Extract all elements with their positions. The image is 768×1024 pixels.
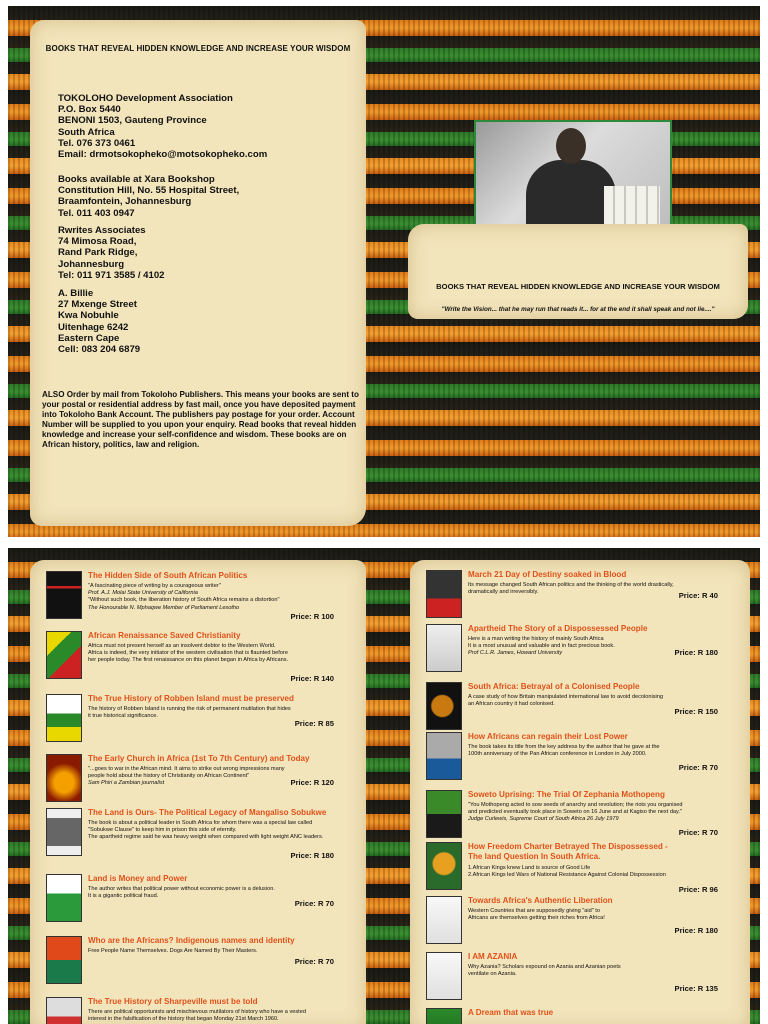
catalog-right-panel bbox=[410, 560, 750, 1024]
book-description bbox=[88, 643, 288, 665]
catalog-left-panel bbox=[30, 560, 366, 1024]
book-cover-image bbox=[426, 790, 462, 838]
book-title: South Africa: Betrayal of a Colonised People bbox=[468, 682, 640, 691]
book-price: Price: R 180 bbox=[674, 648, 718, 657]
book-title: How Africans can regain their Lost Power bbox=[468, 732, 628, 741]
book-description bbox=[88, 820, 323, 842]
address-line: Tel. 076 373 0461 bbox=[58, 137, 136, 149]
address-line: Tel. 011 403 0947 bbox=[58, 207, 135, 219]
book-description bbox=[468, 865, 666, 879]
desc-line: Its message changed South African politics and the thinking of the world drastically, bbox=[468, 582, 674, 588]
book-price: Price: R 40 bbox=[678, 591, 718, 600]
address-line: Uitenhage 6242 bbox=[58, 321, 129, 333]
desc-line: It is a gigantic political fraud. bbox=[88, 893, 159, 900]
desc-line: and predicted eventually took place in Soweto on 16 June and at Kagiso the next day." bbox=[468, 809, 682, 816]
book-description bbox=[88, 1009, 306, 1023]
cover-quote: "Write the Vision... that he may run that reads it... for at the end it shall speak and not lie...." bbox=[441, 306, 715, 313]
tagline: BOOKS THAT REVEAL HIDDEN KNOWLEDGE AND INCREASE YOUR WISDOM bbox=[45, 44, 351, 53]
desc-line: The author writes that political power without economic power is a delusion. bbox=[88, 886, 275, 892]
desc-line: Africa is indeed, the very initiator of the western civilisation that is flaunted before bbox=[88, 650, 288, 657]
book-cover-image bbox=[46, 631, 82, 679]
address-line: Eastern Cape bbox=[58, 332, 120, 344]
desc-line: Judge Curlewis, Supreme Court of South Africa 26 July 1979 bbox=[468, 816, 619, 823]
book-title: Soweto Uprising: The Trial Of Zephania Mothopeng bbox=[468, 790, 665, 799]
book-price: Price: R 70 bbox=[294, 957, 334, 966]
desc-line: 100th anniversary of the Pan African conference in London in July 2000. bbox=[468, 751, 647, 758]
book-title: How Freedom Charter Betrayed The Dispossessed - bbox=[468, 842, 668, 851]
address-billie bbox=[58, 288, 140, 355]
book-price: Price: R 150 bbox=[674, 707, 718, 716]
desc-line: "Sobukwe Clause" to keep him in prison this side of eternity. bbox=[88, 827, 237, 834]
book-price: Price: R 180 bbox=[290, 851, 334, 860]
book-price: Price: R 100 bbox=[290, 612, 334, 621]
desc-line: Africa must not present herself as an insolvent debtor to the Western World. bbox=[88, 643, 276, 649]
cover-tagline: BOOKS THAT REVEAL HIDDEN KNOWLEDGE AND INCREASE YOUR WISDOM bbox=[436, 282, 720, 291]
book-price: Price: R 180 bbox=[674, 926, 718, 935]
desc-line: Prof. A.J. Molai State University of California bbox=[88, 590, 198, 597]
book-title: The Land is Ours- The Political Legacy of Mangaliso Sobukwe bbox=[88, 808, 327, 817]
desc-line: The book takes its title from the key address by the author that he gave at the bbox=[468, 744, 660, 750]
book-title: African Renaissance Saved Christianity bbox=[88, 631, 241, 640]
desc-line: an African country it had colonised. bbox=[468, 701, 555, 708]
book-cover-image bbox=[46, 874, 82, 922]
desc-line: "You Mothopeng acted to sow seeds of anarchy and revolution; the riots you organised bbox=[468, 802, 683, 808]
book-description bbox=[88, 766, 285, 788]
book-title: March 21 Day of Destiny soaked in Blood bbox=[468, 570, 627, 579]
book-cover-image bbox=[426, 896, 462, 944]
address-line: Books available at Xara Bookshop bbox=[58, 174, 215, 185]
desc-line: The history of Robben Island is running the risk of permanent mutilation that hides bbox=[88, 706, 291, 712]
book-description bbox=[88, 706, 291, 720]
address-line: Cell: 083 204 6879 bbox=[58, 344, 141, 356]
book-title: Who are the Africans? Indigenous names and identity bbox=[88, 936, 295, 945]
book-description bbox=[468, 908, 605, 922]
desc-line: dramatically and irreversibly. bbox=[468, 589, 539, 596]
desc-line: interest in the falsification of the history that began Monday 21st March 1960. bbox=[88, 1016, 279, 1023]
book-price: Price: R 70 bbox=[294, 899, 334, 908]
book-cover-image bbox=[426, 842, 462, 890]
address-tokoloho bbox=[58, 93, 267, 160]
address-line: 27 Mxenge Street bbox=[58, 299, 137, 311]
book-price: Price: R 70 bbox=[678, 828, 718, 837]
desc-line: A case study of how Britain manipulated international law to avoid decolonising bbox=[468, 694, 663, 700]
book-title: Towards Africa's Authentic Liberation bbox=[468, 896, 613, 905]
book-cover-image bbox=[46, 997, 82, 1024]
book-description bbox=[468, 582, 674, 596]
book-description bbox=[88, 948, 258, 955]
desc-line: 1.African Kings knew Land is source of Good Life bbox=[468, 865, 591, 871]
book-cover-image bbox=[46, 694, 82, 742]
desc-line: Sam Phiri a Zambian journalist bbox=[88, 780, 165, 787]
book-cover-image bbox=[426, 732, 462, 780]
book-price: Price: R 70 bbox=[678, 763, 718, 772]
desc-line: it true historical significance. bbox=[88, 713, 158, 720]
book-title: The Early Church in Africa (1st To 7th Century) and Today bbox=[88, 754, 310, 763]
desc-line: The book is about a political leader in South Africa for whom there was a special law called bbox=[88, 820, 313, 826]
book-title: The Hidden Side of South African Politics bbox=[88, 571, 248, 580]
address-xara-bookshop bbox=[58, 174, 239, 219]
book-cover-image bbox=[46, 936, 82, 984]
address-line: 74 Mimosa Road, bbox=[58, 236, 137, 248]
book-cover-image bbox=[426, 682, 462, 730]
book-cover-image bbox=[46, 754, 82, 802]
desc-line: her people today. The first renaissance on this planet began in Africa by Africans. bbox=[88, 657, 289, 664]
address-line: Tel: 011 971 3585 / 4102 bbox=[58, 269, 165, 281]
book-title: Land is Money and Power bbox=[88, 874, 188, 883]
desc-line: Western Countries that are supposedly giving "aid" to bbox=[468, 908, 600, 914]
book-description bbox=[468, 636, 615, 658]
book-description bbox=[468, 744, 660, 758]
address-line: Constitution Hill, No. 55 Hospital Street, bbox=[58, 185, 240, 197]
address-line: South Africa bbox=[58, 126, 115, 138]
book-price: Price: R 96 bbox=[678, 885, 718, 894]
address-line: A. Billie bbox=[58, 288, 94, 299]
book-price: Price: R 140 bbox=[290, 674, 334, 683]
book-cover-image bbox=[426, 1008, 462, 1024]
desc-line: Free People Name Themselves. Dogs Are Named By Their Masters. bbox=[88, 948, 258, 954]
address-line: BENONI 1503, Gauteng Province bbox=[58, 115, 207, 127]
book-title: The True History of Robben Island must be preserved bbox=[88, 694, 294, 703]
desc-line: Africans are themselves getting their riches from Africa! bbox=[468, 915, 605, 922]
address-line: Rwrites Associates bbox=[58, 225, 146, 236]
desc-line: The Honourable N. Mphaqwe Member of Parliament Lesotho bbox=[88, 604, 240, 611]
order-note: ALSO Order by mail from Tokoloho Publishers. This means your books are sent to your postal or residential address by fast mail, once you have deposited payment into Tokoloho Bank Account. The publishers pay postage for your order. Account Number will be supplied to you upon your enquiry. Read books that reveal hidden knowledge and increase your self-confidence and wisdom. These books are on African history, politics, law and religion. bbox=[42, 390, 359, 449]
book-description bbox=[88, 583, 279, 612]
email-line: Email: drmotsokopheko@motsokopheko.com bbox=[58, 149, 268, 161]
book-cover-image bbox=[46, 808, 82, 856]
book-title: I AM AZANIA bbox=[468, 952, 518, 961]
book-price: Price: R 120 bbox=[290, 778, 334, 787]
desc-line: "Without such book, the liberation history of South Africa remains a distortion" bbox=[88, 597, 280, 604]
desc-line: There are political opportunists and mischievous mutilators of history who have a vested bbox=[88, 1009, 306, 1015]
contact-panel bbox=[30, 20, 366, 526]
desc-line: The apartheid regime said he was heavy weight when compared with light weight ANC leaders. bbox=[88, 834, 324, 841]
book-description bbox=[88, 886, 275, 900]
book-price: Price: R 135 bbox=[674, 984, 718, 993]
address-line: Johannesburg bbox=[58, 258, 125, 270]
book-price: Price: R 85 bbox=[294, 719, 334, 728]
address-line: Braamfontein, Johannesburg bbox=[58, 196, 192, 208]
cover-banner bbox=[408, 224, 748, 319]
desc-line: 2.African Kings led Wars of National Resistance Against Colonial Dispossession bbox=[468, 872, 666, 879]
brochure-outside-sheet bbox=[8, 6, 760, 537]
desc-line: "A fascinating piece of writing by a courageous writer" bbox=[88, 583, 221, 589]
address-line: TOKOLOHO Development Association bbox=[58, 93, 233, 104]
desc-line: Prof C.L.R. James, Howard University bbox=[468, 650, 563, 657]
address-line: P.O. Box 5440 bbox=[58, 104, 121, 116]
desc-line: Here is a man writing the history of mainly South Africa bbox=[468, 636, 604, 642]
desc-line: It is a most unusual and valuable and in fact precious book. bbox=[468, 643, 615, 650]
book-title: Apartheid The Story of a Dispossessed People bbox=[468, 624, 648, 633]
book-title-line-2: The land Question In South Africa. bbox=[468, 852, 601, 861]
address-rwrites bbox=[58, 225, 165, 281]
book-description bbox=[468, 802, 682, 824]
book-title: The True History of Sharpeville must be told bbox=[88, 997, 258, 1006]
brochure-inside-sheet bbox=[8, 548, 760, 1024]
book-cover-image bbox=[426, 952, 462, 1000]
book-cover-image bbox=[426, 570, 462, 618]
desc-line: "...goes to war in the African mind. It aims to strike out wrong impressions many bbox=[88, 766, 285, 772]
desc-line: Why Azania? Scholars expound on Azania and Azanian poets bbox=[468, 964, 621, 970]
desc-line: ventilate on Azania. bbox=[468, 971, 517, 978]
book-description bbox=[468, 964, 621, 978]
address-line: Rand Park Ridge, bbox=[58, 247, 138, 259]
book-title: A Dream that was true bbox=[468, 1008, 554, 1017]
book-description bbox=[468, 694, 663, 708]
address-line: Kwa Nobuhle bbox=[58, 310, 119, 322]
book-cover-image bbox=[426, 624, 462, 672]
desc-line: people hold about the history of Christianity on African Continent" bbox=[88, 773, 250, 780]
book-cover-image bbox=[46, 571, 82, 619]
